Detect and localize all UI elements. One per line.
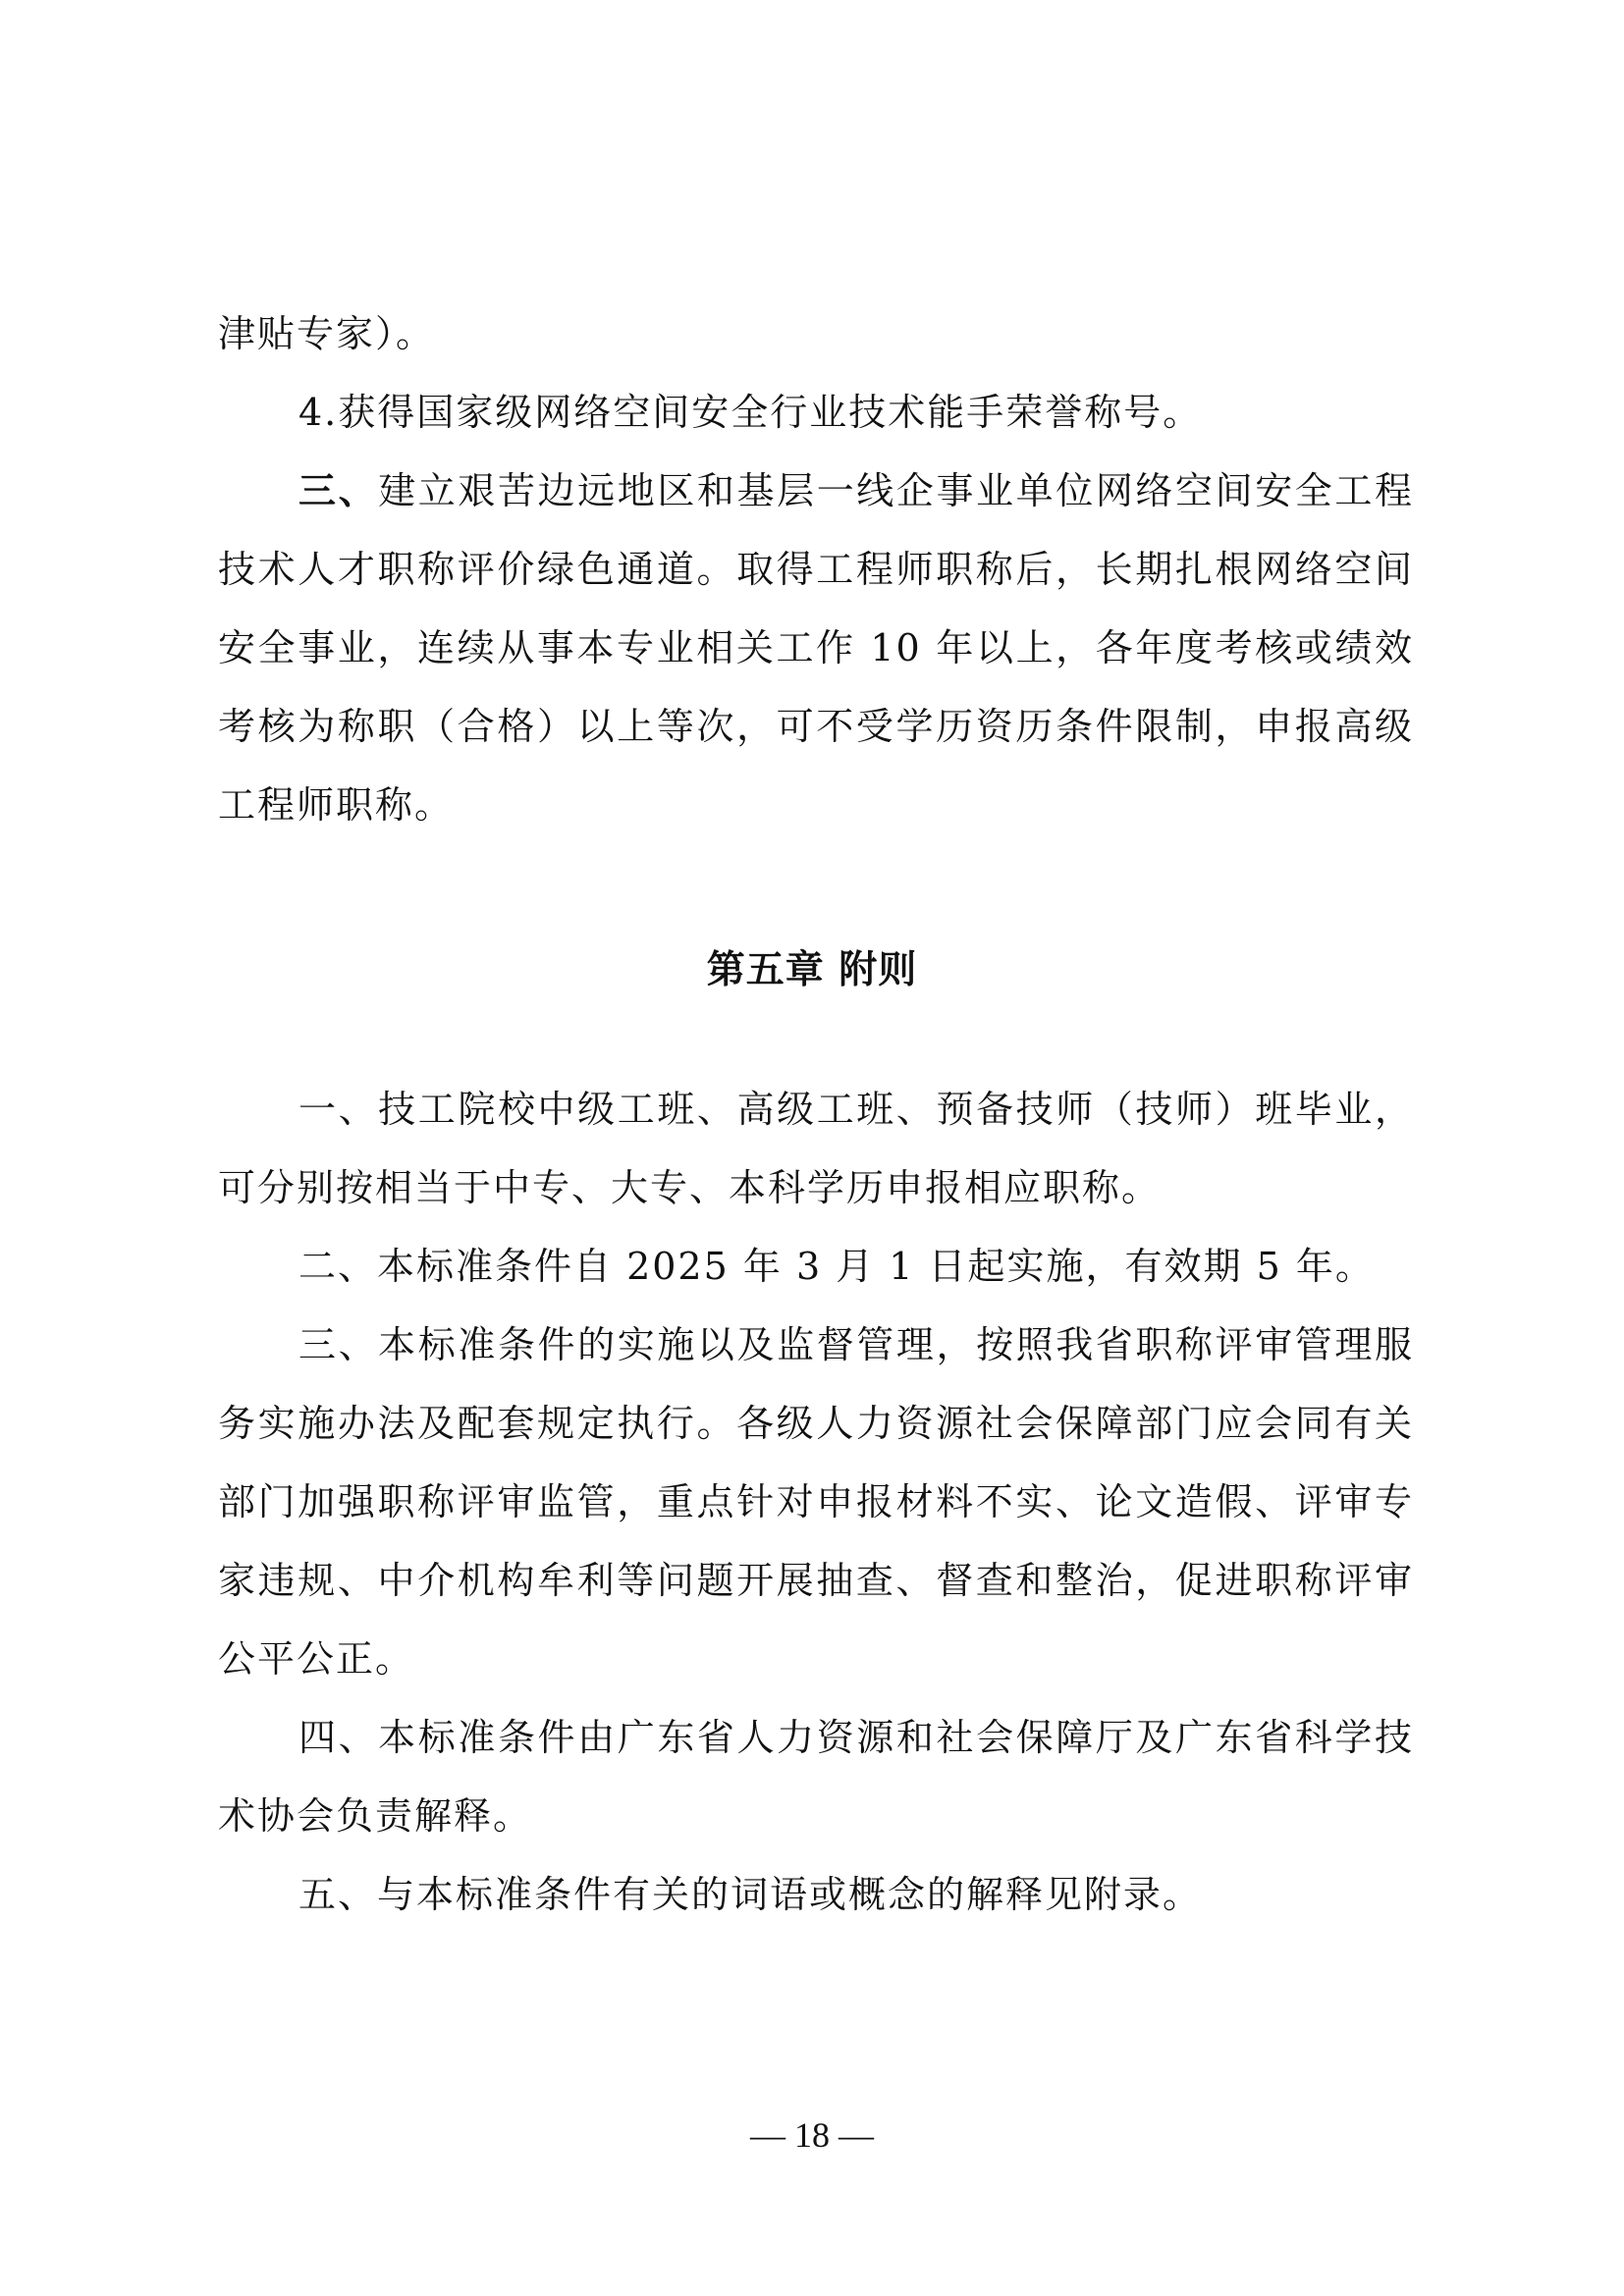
paragraph-text: 津贴专家）。 — [218, 312, 436, 355]
paragraph-text: 三、本标准条件的实施以及监督管理，按照我省职称评审管理服务实施办法及配套规定执行。各级人力资源社会保障部门应会同有关部门加强职称评审监管，重点针对申报材料不实、论文造假、评审专家违规、中介机构牟利等问题开展抽查、督查和整治，促进职称评审公平公正。 — [218, 1323, 1414, 1681]
paragraph-text: 建立艰苦边远地区和基层一线企事业单位网络空间安全工程技术人才职称评价绿色通道。取得工程师职称后，长期扎根网络空间安全事业，连续从事本专业相关工作 10 年以上，各年度考核或绩效考核为称职（合格）以上等次，可不受学历资历条件限制，申报高级工程师职称。 — [218, 469, 1414, 827]
rule-paragraph-4 — [218, 1698, 1414, 1855]
paragraph-text: 四、本标准条件由广东省人力资源和社会保障厅及广东省科学技术协会负责解释。 — [218, 1716, 1414, 1838]
rule-paragraph-3 — [218, 1306, 1414, 1698]
rule-paragraph-5 — [218, 1855, 1414, 1934]
paragraph-lead: 三、 — [298, 468, 379, 512]
paragraph-text: 4.获得国家级网络空间安全行业技术能手荣誉称号。 — [298, 391, 1203, 434]
section-upper — [218, 294, 1414, 844]
paragraph-text: 五、与本标准条件有关的词语或概念的解释见附录。 — [298, 1873, 1203, 1916]
rule-paragraph-2 — [218, 1227, 1414, 1306]
paragraph-green-channel — [218, 452, 1414, 844]
paragraph-text: 二、本标准条件自 2025 年 3 月 1 日起实施，有效期 5 年。 — [298, 1245, 1375, 1288]
section-appendix-rules — [218, 1070, 1414, 1934]
rule-paragraph-1 — [218, 1070, 1414, 1227]
paragraph-item-4 — [218, 373, 1414, 452]
chapter-heading: 第五章 附则 — [706, 948, 918, 992]
paragraph-continuation — [218, 294, 1414, 373]
page-number: — 18 — — [750, 2115, 874, 2155]
paragraph-text: 一、技工院校中级工班、高级工班、预备技师（技师）班毕业，可分别按相当于中专、大专、本科学历申报相应职称。 — [218, 1088, 1414, 1209]
